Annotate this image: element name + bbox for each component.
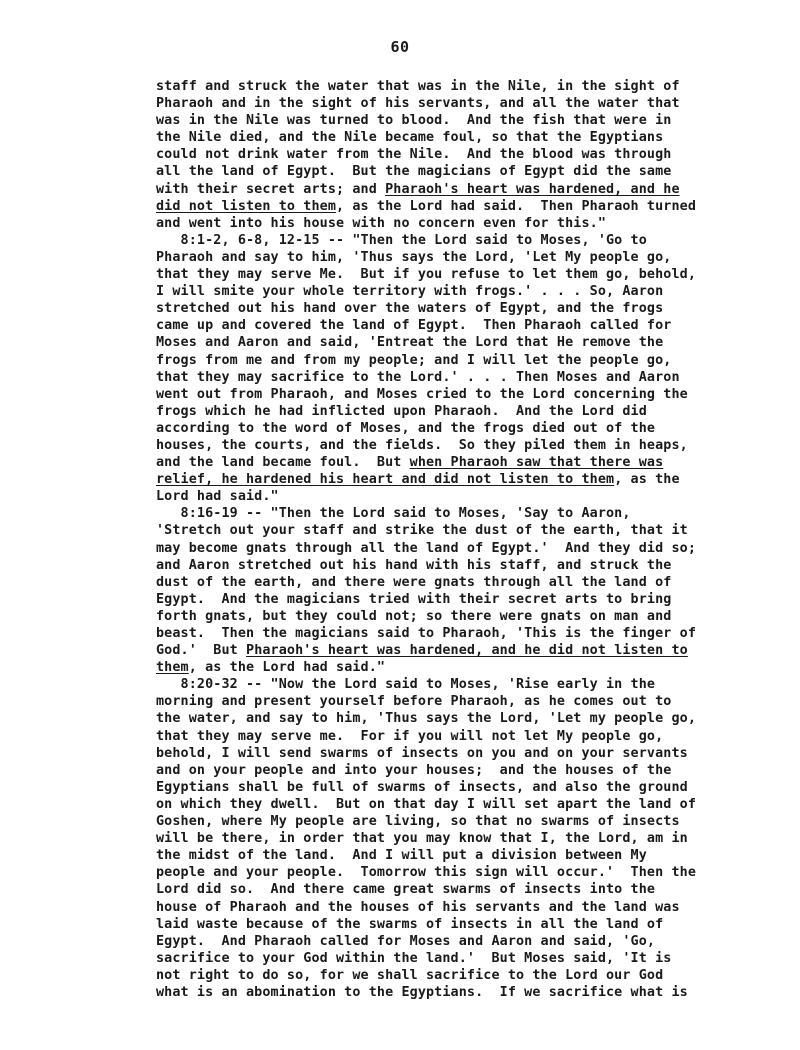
text-segment: on which they dwell. But on that day I will set apart the land of [156, 796, 697, 812]
text-segment: morning and present yourself before Pharaoh, as he comes out to [156, 694, 672, 710]
text-line [156, 334, 726, 351]
text-line [156, 540, 726, 557]
text-segment: what is an abomination to the Egyptians. If we sacrifice what is [156, 984, 688, 1000]
text-segment: Moses and Aaron and said, 'Entreat the Lord that He remove the [156, 335, 664, 351]
text-segment: staff and struck the water that was in the Nile, in the sight of [156, 79, 680, 94]
text-segment: not right to do so, for we shall sacrifice to the Lord our God [156, 967, 664, 983]
text-line [156, 163, 726, 180]
text-segment: that they may sacrifice to the Lord.' . . . Then Moses and Aaron [156, 369, 680, 385]
text-segment: with their secret arts; and [156, 181, 386, 197]
text-line [156, 608, 726, 625]
text-line [156, 522, 726, 539]
text-segment: may become gnats through all the land of Egypt.' And they did so; [156, 540, 697, 556]
text-segment: the midst of the land. And I will put a division between My [156, 848, 647, 864]
text-line [156, 95, 726, 112]
text-line [156, 728, 726, 745]
text-line [156, 454, 726, 471]
text-line [156, 881, 726, 898]
text-segment: according to the word of Moses, and the frogs died out of the [156, 420, 656, 436]
underlined-text: Pharaoh's heart was hardened, and he [385, 181, 680, 197]
text-segment: , as the Lord had said." [188, 660, 386, 676]
text-line [156, 984, 726, 1001]
text-segment: houses, the courts, and the fields. So they piled them in heaps, [156, 437, 688, 453]
text-segment: Egypt. And Pharaoh called for Moses and Aaron and said, 'Go, [156, 933, 656, 949]
text-segment: that they may serve me. For if you will not let My people go, [156, 728, 664, 744]
text-line [156, 591, 726, 608]
text-line [156, 830, 726, 847]
text-segment: the water, and say to him, 'Thus says the Lord, 'Let my people go, [156, 711, 697, 727]
text-segment: stretched out his hand over the waters of Egypt, and the frogs [156, 301, 664, 317]
text-line [156, 505, 726, 522]
text-segment: Egypt. And the magicians tried with their secret arts to bring [156, 591, 672, 607]
text-line [156, 146, 726, 163]
text-segment: Goshen, where My people are living, so that no swarms of insects [156, 814, 680, 830]
text-line [156, 249, 726, 266]
underlined-text: when Pharaoh saw that there was [409, 455, 664, 471]
text-line [156, 847, 726, 864]
text-segment: the Nile died, and the Nile became foul, so that the Egyptians [156, 130, 664, 146]
underlined-text: did not listen to them [156, 198, 337, 214]
text-segment: 8:16-19 -- "Then the Lord said to Moses, 'Say to Aaron, [156, 506, 631, 522]
text-segment: Egyptians shall be full of swarms of insects, and also the ground [156, 779, 688, 795]
text-segment: frogs from me and from my people; and I will let the people go, [156, 352, 672, 368]
text-line [156, 232, 726, 249]
text-segment: God.' But [156, 643, 247, 659]
text-segment: went out from Pharaoh, and Moses cried to the Lord concerning the [156, 386, 688, 402]
text-line [156, 557, 726, 574]
text-line [156, 762, 726, 779]
text-line [156, 745, 726, 762]
text-line [156, 129, 726, 146]
text-segment: forth gnats, but they could not; so there were gnats on man and [156, 608, 672, 624]
text-segment: 8:1-2, 6-8, 12-15 -- "Then the Lord said to Moses, 'Go to [156, 232, 647, 248]
text-segment: Lord did so. And there came great swarms of insects into the [156, 882, 656, 898]
text-line [156, 352, 726, 369]
underlined-text: relief, he hardened his heart and did not listen to them [156, 472, 615, 488]
text-segment: and on your people and into your houses; and the houses of the [156, 762, 672, 778]
text-line [156, 488, 726, 505]
text-line [156, 181, 726, 198]
text-segment: and went into his house with no concern even for this." [156, 215, 607, 231]
text-line [156, 420, 726, 437]
text-segment: Pharaoh and in the sight of his servants, and all the water that [156, 96, 680, 112]
text-segment: frogs which he had inflicted upon Pharaoh. And the Lord did [156, 403, 647, 419]
text-segment: dust of the earth, and there were gnats through all the land of [156, 574, 672, 590]
text-line [156, 950, 726, 967]
text-line [156, 283, 726, 300]
text-line [156, 369, 726, 386]
text-line [156, 78, 726, 95]
text-line [156, 710, 726, 727]
text-line [156, 796, 726, 813]
text-segment: that they may serve Me. But if you refuse to let them go, behold, [156, 267, 697, 283]
text-segment: Lord had said." [156, 489, 279, 505]
text-segment: all the land of Egypt. But the magicians of Egypt did the same [156, 164, 672, 180]
text-segment: 'Stretch out your staff and strike the dust of the earth, that it [156, 523, 688, 539]
text-line [156, 916, 726, 933]
text-segment: beast. Then the magicians said to Pharaoh, 'This is the finger of [156, 626, 697, 641]
text-segment: will be there, in order that you may know that I, the Lord, am in [156, 831, 688, 847]
text-segment: was in the Nile was turned to blood. And the fish that were in [156, 113, 672, 129]
text-line [156, 779, 726, 796]
text-segment: laid waste because of the swarms of insects in all the land of [156, 916, 664, 932]
text-line [156, 403, 726, 420]
text-line [156, 300, 726, 317]
underlined-text: them [156, 660, 189, 676]
text-line [156, 266, 726, 283]
text-line [156, 386, 726, 403]
text-line [156, 112, 726, 129]
text-segment: came up and covered the land of Egypt. Then Pharaoh called for [156, 318, 672, 334]
text-line [156, 813, 726, 830]
text-segment: I will smite your whole territory with frogs.' . . . So, Aaron [156, 284, 664, 300]
text-line [156, 437, 726, 454]
text-segment: 8:20-32 -- "Now the Lord said to Moses, 'Rise early in the [156, 677, 656, 693]
body-text [156, 78, 726, 1001]
text-segment: house of Pharaoh and the houses of his servants and the land was [156, 899, 680, 915]
text-line [156, 625, 726, 642]
text-line [156, 574, 726, 591]
text-line [156, 642, 726, 659]
text-line [156, 659, 726, 676]
text-line [156, 215, 726, 232]
text-segment: people and your people. Tomorrow this sign will occur.' Then the [156, 865, 697, 881]
text-segment: , as the [614, 472, 680, 488]
text-line [156, 676, 726, 693]
text-segment: , as the Lord had said. Then Pharaoh turned [336, 198, 697, 214]
text-line [156, 693, 726, 710]
text-line [156, 933, 726, 950]
text-segment: could not drink water from the Nile. And the blood was through [156, 147, 672, 163]
text-line [156, 198, 726, 215]
text-segment: behold, I will send swarms of insects on you and on your servants [156, 745, 688, 761]
underlined-text: Pharaoh's heart was hardened, and he did not listen to [246, 643, 688, 659]
page-number: 60 [390, 38, 410, 56]
text-segment: Pharaoh and say to him, 'Thus says the Lord, 'Let My people go, [156, 249, 672, 265]
text-segment: and Aaron stretched out his hand with his staff, and struck the [156, 557, 672, 573]
text-line [156, 899, 726, 916]
text-segment: sacrifice to your God within the land.' But Moses said, 'It is [156, 950, 672, 966]
text-line [156, 317, 726, 334]
text-line [156, 864, 726, 881]
text-segment: and the land became foul. But [156, 455, 410, 471]
text-line [156, 471, 726, 488]
text-line [156, 967, 726, 984]
